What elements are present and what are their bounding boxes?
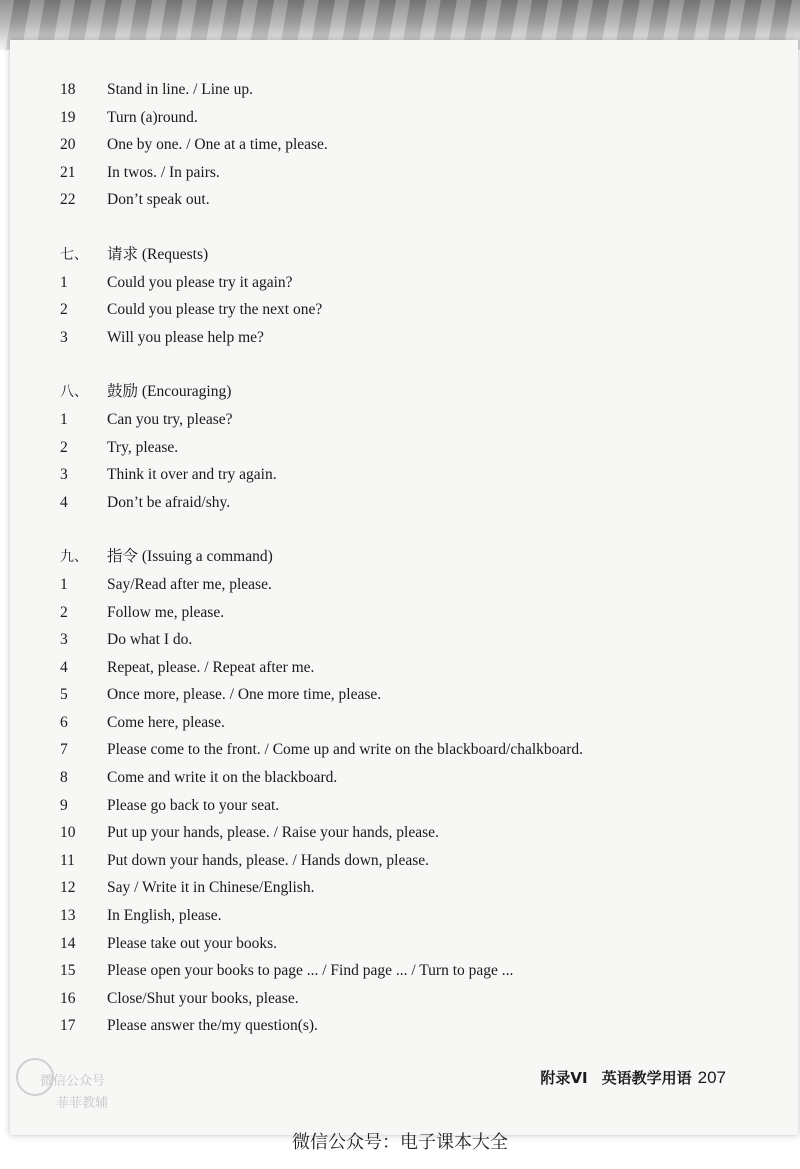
list-item [60,847,760,875]
item-text: Please take out your books. [107,934,278,952]
item-number: 1 [60,273,68,291]
list-item [60,76,760,104]
item-number: 1 [60,410,68,428]
section-number: 九、 [60,549,88,566]
watermark [16,1058,136,1118]
item-text: Put down your hands, please. / Hands down, please. [107,851,430,869]
item-text: Try, please. [107,438,179,456]
item-text: Think it over and try again. [107,466,277,484]
section-heading [60,543,760,571]
item-text: Turn (a)round. [107,108,198,126]
item-text: Please come to the front. / Come up and write on the blackboard/chalkboard. [107,741,584,759]
item-number: 4 [60,493,68,511]
list-item [60,709,760,737]
list-item [60,930,760,958]
item-text: Could you please try it again? [107,273,293,291]
list-item [60,434,760,462]
item-text: Close/Shut your books, please. [107,989,299,1007]
item-number: 5 [60,686,68,704]
item-text: Please open your books to page ... / Find page ... / Turn to page ... [107,962,514,980]
item-number: 15 [60,962,76,980]
item-number: 20 [60,136,76,154]
item-text: Put up your hands, please. / Raise your hands, please. [107,824,439,842]
item-number: 3 [60,328,68,346]
item-number: 10 [60,824,76,842]
page-footer [540,1067,726,1088]
list-item [60,1012,760,1040]
section-heading [60,378,760,406]
footer-appendix: 附录VI [540,1069,588,1087]
section-number: 八、 [60,384,88,401]
item-number: 6 [60,713,68,731]
list-item [60,902,760,930]
section-title: 请求 (Requests) [107,245,209,263]
item-text: Stand in line. / Line up. [107,81,253,98]
list-item [60,654,760,682]
item-text: Can you try, please? [107,410,233,428]
item-number: 4 [60,658,68,676]
section-issuing-command [60,543,760,1040]
item-text: Once more, please. / One more time, please. [107,686,382,704]
item-number: 3 [60,466,68,484]
item-text: Will you please help me? [107,328,264,346]
item-text: Say / Write it in Chinese/English. [107,879,315,897]
footer-title: 英语教学用语 [601,1069,692,1087]
section-number: 七、 [60,246,88,263]
list-item [60,957,760,985]
item-text: Could you please try the next one? [107,301,323,319]
item-number: 2 [60,603,68,621]
list-item [60,269,760,297]
list-item [60,461,760,489]
list-item [60,186,760,214]
item-text: One by one. / One at a time, please. [107,136,328,154]
item-number: 2 [60,301,68,319]
item-text: Please go back to your seat. [107,796,280,814]
item-text: Don’t speak out. [107,191,210,209]
item-text: In English, please. [107,907,222,925]
document-content [60,76,760,1040]
item-number: 13 [60,907,76,925]
item-number: 2 [60,438,68,456]
section-title: 鼓励 (Encouraging) [107,383,232,401]
list-item [60,764,760,792]
list-item [60,324,760,352]
item-text: Follow me, please. [107,603,225,621]
list-item [60,626,760,654]
item-text: Repeat, please. / Repeat after me. [107,658,315,676]
top-list [60,76,760,214]
list-item [60,819,760,847]
item-text: Please answer the/my question(s). [107,1017,318,1035]
item-text: Do what I do. [107,631,193,649]
section-heading [60,241,760,269]
list-item [60,104,760,132]
item-number: 12 [60,879,76,897]
list-item [60,131,760,159]
list-item [60,571,760,599]
item-number: 7 [60,741,68,759]
list-item [60,159,760,187]
item-number: 3 [60,631,68,649]
item-text: Don’t be afraid/shy. [107,493,231,511]
page-number: 207 [697,1068,726,1087]
item-text: Come and write it on the blackboard. [107,769,338,787]
item-number: 14 [60,934,76,952]
list-item [60,792,760,820]
section-title: 指令 (Issuing a command) [107,548,273,566]
item-number: 19 [60,108,76,126]
list-item [60,874,760,902]
item-number: 16 [60,989,76,1007]
list-item [60,985,760,1013]
list-item [60,406,760,434]
item-text: Say/Read after me, please. [107,575,272,593]
list-item [60,489,760,517]
item-number: 21 [60,163,76,181]
section-requests [60,241,760,351]
watermark-line1: 微信公众号 [40,1074,106,1089]
item-number: 22 [60,191,76,209]
section-encouraging [60,378,760,516]
list-item [60,681,760,709]
list-item [60,736,760,764]
item-number: 1 [60,575,68,593]
list-item [60,599,760,627]
item-number: 18 [60,81,76,98]
item-number: 9 [60,796,68,814]
bottom-caption: 微信公众号：电子课本大全 [292,1132,508,1153]
item-text: Come here, please. [107,713,225,731]
item-number: 11 [60,851,75,869]
list-item [60,296,760,324]
item-number: 8 [60,769,68,787]
watermark-line2: 菲菲教辅 [56,1096,109,1111]
item-text: In twos. / In pairs. [107,163,220,181]
item-number: 17 [60,1017,76,1035]
